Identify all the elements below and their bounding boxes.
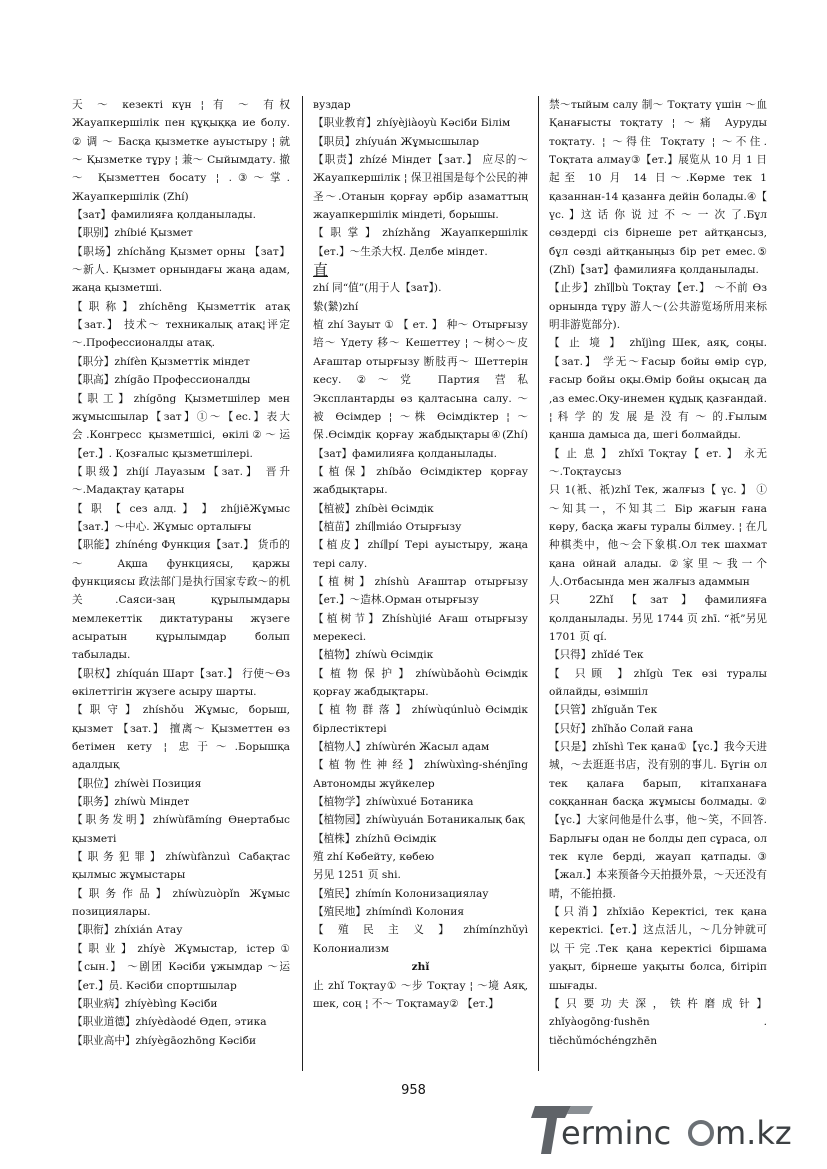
dictionary-entry: 【植物学】zhíwùxué Ботаника (313, 796, 474, 809)
dictionary-entry: 【职权】zhíquán Шарт【зат.】 行使～Өз өкілеттігін жүзеге асыру шарты. (72, 667, 290, 698)
page-number: 958 (401, 1083, 426, 1098)
dictionary-entry: 【职高】zhígāo Профессионалды (72, 374, 251, 387)
dictionary-entry: 【植树】zhíshù Ағаштар отырғызу 【ет.】～造林.Орман отырғызу (313, 575, 528, 607)
dictionary-entry: 天 ～ кезекті күн ¦ 有 ～ 有权 Жауапкершілік пен құқыққа ие болу. ② 调 ～ Басқа қызметке ауыстыру ¦ 就～ Қызметке тұру ¦ 兼～ Сыйымдату. 撤～ Қызметтен босату ¦ .③～掌. Жауапкершілік (Zhí) (72, 99, 290, 203)
dictionary-entry: 【职别】zhíbié Қызмет (72, 227, 193, 240)
dictionary-entry: 【职级】zhíjí Лауазым【зат.】 晋升～.Мадақтау қатары (72, 465, 290, 497)
dictionary-entry: 【止步】zhǐ∥bù Тоқтау【ет.】 ～不前 Өз орнында тұру 游人～(公共游览场所用来标明非游览部分). (549, 282, 767, 332)
dictionary-entry: 【职责】zhízé Міндет【зат.】 应尽的～ Жауапкершілік ¦ 保卫祖国是每个公民的神圣～.Отанын қорғау әрбір азаматтың жауапкершілік міндеті, борышы. (313, 154, 528, 222)
dictionary-entry: 【职衔】zhíxián Атау (72, 924, 183, 937)
dictionary-entry: 【职业】zhíyè Жұмыстар, істер① 【сын.】 ～剧团 Кәсіби ұжымдар ～运【ет.】员. Кәсіби спортшылар (72, 942, 290, 992)
svg-text:m.kz: m.kz (715, 1114, 792, 1152)
dictionary-entry: 【 植 物 群 落 】 zhíwùqúnluò Өсімдік бірлестіктері (313, 704, 528, 735)
dictionary-entry: вуздар (313, 99, 351, 111)
dictionary-entry: 【职称】zhíchēng Қызметтік атақ 【зат.】 技术～ техникалық атақ¦评定～.Профессионалды атақ. (72, 300, 290, 350)
dictionary-entry: 【职务作品】zhíwùzuòpǐn Жұмыс позициялары. (72, 887, 290, 919)
dictionary-entry: 止 zhǐ Тоқтау① ～步 Тоқтау ¦ ～境 Аяқ, шек, соң ¦ 不～ Тоқтамау② 【ет.】 (313, 979, 528, 1010)
dictionary-entry: 【зат】фамилияға қолданылады. (72, 209, 256, 222)
dictionary-entry: 【殖民地】zhímíndì Колония (313, 906, 465, 919)
dictionary-column-left (72, 96, 290, 1071)
dictionary-entry: 禁～тыйым салу 制～ Тоқтату үшін ～血 Қанағысты тоқтату ¦ ～痛 Ауруды тоқтату. ¦ ～得住 Тоқтату ¦ ～不住. Тоқтата алмау③【ет.】展览从 10 月 1 日起至 10 月 14 日～.Көрме тек 1 қазаннан-14 қазанға дейін болады.④【 үс. 】这 话 你 说 过 不 ～ 一 次 了.Бұл сөздерді сіз бірнеше рет айтқансыз, бұл сөзді айтқаныңыз бір рет емес.⑤ (Zhǐ)【зат】фамилияға қолданылады. (549, 99, 767, 277)
dictionary-column-middle (313, 96, 528, 1071)
dictionary-entry: 【植被】zhíbèi Өсімдік (313, 502, 434, 515)
column-divider-2 (538, 96, 539, 1071)
dictionary-entry: zhǐ (411, 961, 430, 974)
dictionary-entry: 【职能】zhínéng Функция【зат.】 货币的～ Ақша функциясы, қаржы функциясы 政法部门是执行国家专政～的机关.Саяси-заң құрылымдары мемлекеттік диктатураны жүзеге асыратын құрылымдар болып табылады. (72, 539, 290, 662)
column-divider-1 (302, 96, 303, 1071)
dictionary-entry: 【 殖 民 主 义 】 zhímínzhǔyì Колониализм (313, 924, 528, 955)
dictionary-entry: 【职位】zhíwèi Позиция (72, 777, 202, 790)
dictionary-entry: 【 只顾 】zhǐgù Тек өзі туралы ойлайды, өзімшіл (549, 667, 767, 698)
dictionary-entry: 【植物园】zhíwùyuán Ботаникалық бақ (313, 814, 525, 827)
dictionary-entry: 只 1(衹、祇)zhǐ Тек, жалғыз【 үс. 】 ① ～知其一，不知其二 Бір жағын ғана көру, басқа жағы туралы білмеу. ¦ 在几种棋类中，他～会下象棋.Ол тек шахмат қана ойнай алады. ②家里～我一个人.Отбасында мен жалғыз адаммын (549, 484, 767, 588)
dictionary-entry: 殖 zhí Көбейту, көбею (313, 851, 435, 864)
dictionary-entry: 【只消】zhǐxiāo Керектісі, тек қана керектісі.【ет.】这点活儿，～几分钟就可以干完.Тек қана керектісі біршама уақыт, бірнеше уақыты болса, бітіріп шығады. (549, 906, 767, 992)
termincom-watermark-logo (531, 1100, 793, 1158)
dictionary-entry: 【职务】zhíwù Міндет (72, 796, 190, 809)
dictionary-entry: 【 植 物 保 护 】 zhíwùbǎohù Өсімдік қорғау жабдықтары. (313, 667, 528, 698)
dictionary-column-right (549, 96, 767, 1071)
dictionary-entry: 【 职 【 сез алд. 】 】 zhíjiēЖұмыс 【зат.】～中心. Жұмыс орталығы (72, 502, 290, 533)
dictionary-entry: 【职掌】zhízhǎng Жауапкершілік 【ет.】～生杀大权. Делбе міндет. (313, 227, 528, 258)
dictionary-entry: 【 止 息 】 zhǐxī Тоқтау【 ет. 】 永无～.Тоқтаусыз (549, 447, 767, 478)
dictionary-entry: 【植保】zhíbǎo Өсімдіктер қорғау жабдықтары. (313, 465, 528, 497)
dictionary-entry: 【职场】zhíchǎng Қызмет орны 【зат】～新人. Қызмет орнындағы жаңа адам, жаңа қызметші. (72, 245, 290, 295)
dictionary-entry: 【植物】zhíwù Өсімдік (313, 649, 434, 662)
dictionary-entry: 【 只 要 功 夫 深 ， 铁 杵 磨 成 针 】 zhǐyàogōng·fushēn . tiěchǔmóchéngzhēn (549, 997, 767, 1047)
dictionary-entry: 【职业教育】zhíyèjiàoyù Кәсіби Білім (313, 117, 511, 130)
dictionary-entry: 【职务发明】zhíwùfāmíng Өнертабыс қызметі (72, 814, 290, 845)
dictionary-entry: 【只好】zhǐhǎo Солай ғана (549, 722, 694, 735)
dictionary-entry: zhí 同“值”(用于人【зат】). (313, 282, 442, 295)
dictionary-entry: 【植树节】Zhíshùjié Ағаш отырғызу мерекесі. (313, 612, 528, 643)
dictionary-entry: 【职分】zhífèn Қызметтік міндет (72, 355, 250, 368)
dictionary-entry: 【职务犯罪】zhíwùfànzuì Сабақтас қылмыс жұмыстары (72, 851, 290, 882)
dictionary-entry: 【职员】zhíyuán Жұмысшылар (313, 135, 480, 148)
dictionary-entry: 【 植 物 性 神 经 】 zhíwùxìng-shénjīng Автономды жүйкелер (313, 759, 528, 790)
dictionary-entry: 直 (313, 261, 329, 280)
dictionary-entry: 植 zhí Зауыт ① 【 ет. 】 种～ Отырғызу 培～ Үдету 移～ Кешеттеу ¦ ～树◇～皮 Ағаштар отырғызу 断肢再～ Шеттерін кесу. ②～党 Партия 营私 Эксплантарды өз қалтасына салу. ～被 Өсімдер ¦ ～株 Өсімдіктер ¦ ～保.Өсімдік қорғау жабдықтары④(Zhí) 【зат】фамилияға қолданылады. (313, 319, 528, 460)
dictionary-entry: 【植皮】zhí∥pí Тері ауыстыру, жаңа тері салу. (313, 539, 528, 570)
dictionary-entry: 【职业病】zhíyèbìng Кәсіби (72, 997, 218, 1010)
dictionary-entry: 【植物人】zhíwùrén Жасыл адам (313, 741, 490, 754)
dictionary-entry: 【殖民】zhímín Колонизациялау (313, 887, 489, 900)
dictionary-entry: 【植苗】zhí∥miáo Отырғызу (313, 520, 462, 533)
dictionary-entry: 另见 1251 页 shi. (313, 869, 401, 882)
dictionary-entry: 絷(縶)zhí (313, 300, 359, 313)
dictionary-entry: 只 2Zhǐ【зат】фамилияға қолданылады. 另见 1744 页 zhī. “祇”另见 1701 页 qí. (549, 594, 767, 643)
dictionary-entry: 【职工】zhígōng Қызметшілер мен жұмысшылар【зат】①～【ес.】表大会.Конгресс қызметшісі, өкілі②～运【ет.】. Қозғалыс қызметшілері. (72, 392, 290, 460)
watermark-text: erminc (561, 1114, 672, 1152)
dictionary-entry: 【职业道德】zhíyèdàodé Өдеп, этика (72, 1016, 267, 1029)
dictionary-entry: 【植株】zhízhū Өсімдік (313, 832, 437, 845)
dictionary-entry: 【 止 境 】 zhǐjìng Шек, аяқ, соңы. 【зат.】 学无～Ғасыр бойы өмір сүр, ғасыр бойы оқы.Өмір бойы оқысаң да ,аз емес.Оқу-инемен құдық қазғандай. ¦ 科 学 的 发 展 是 没 有 ～ 的.Ғылым қанша дамыса да, шегі болмайды. (549, 337, 767, 442)
dictionary-entry: 【职守】zhíshǒu Жұмыс, борыш, қызмет 【зат.】 擅离～ Қызметтен өз бетімен кету ¦ 忠于～.Борышқа адалдық (72, 704, 290, 772)
dictionary-entry: 【只得】zhǐdé Тек (549, 649, 644, 662)
dictionary-entry: 【只管】zhǐguǎn Тек (549, 704, 658, 717)
dictionary-entry: 【只是】zhǐshì Тек қана①【үс.】我今天进城，～去逛逛书店，没有别的事儿. Бүгін ол тек қалаға барып, кітапханаға соққаннан басқа жұмысы болмады. ②【үс.】大家问他是什么事，他～笑，不回答. Барлығы одан не болды деп сұраса, ол тек күле берді, жауап қатпады.③【жал.】本来预备今天拍摄外景，～天还没有晴，不能拍摄. (549, 741, 767, 900)
dictionary-entry: 【职业高中】zhíyègāozhōng Кәсіби (72, 1034, 257, 1047)
